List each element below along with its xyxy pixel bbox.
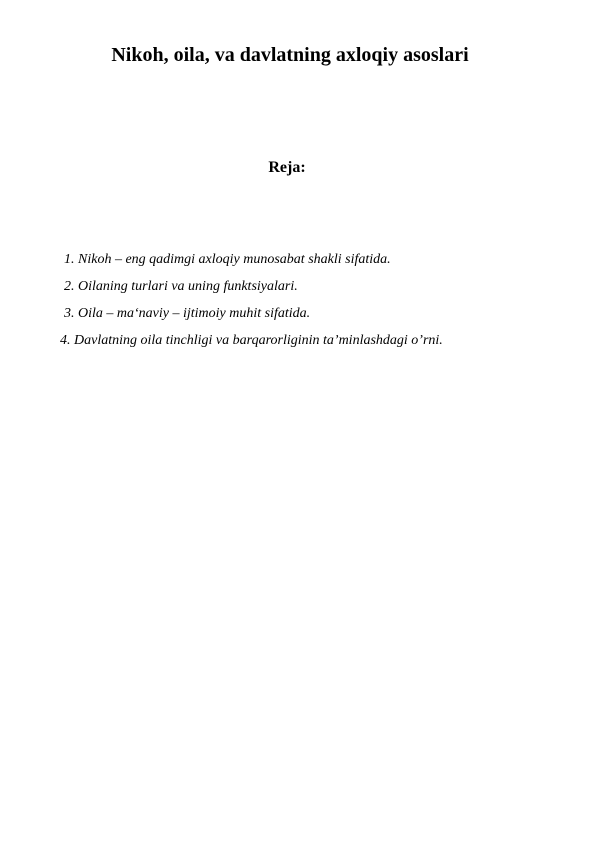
plan-item: 4. Davlatning oila tinchligi va barqarorliginin ta’minlashdagi o’rni. xyxy=(60,333,443,348)
plan-item: 3. Oila – ma‘naviy – ijtimoiy muhit sifatida. xyxy=(64,306,311,321)
plan-list xyxy=(0,250,560,358)
plan-heading: Reja: xyxy=(268,159,306,176)
plan-item: 2. Oilaning turlari va uning funktsiyalari. xyxy=(64,279,298,294)
plan-item: 1. Nikoh – eng qadimgi axloqiy munosabat shakli sifatida. xyxy=(64,252,391,267)
document-title: Nikoh, oila, va davlatning axloqiy asoslari xyxy=(111,44,469,66)
